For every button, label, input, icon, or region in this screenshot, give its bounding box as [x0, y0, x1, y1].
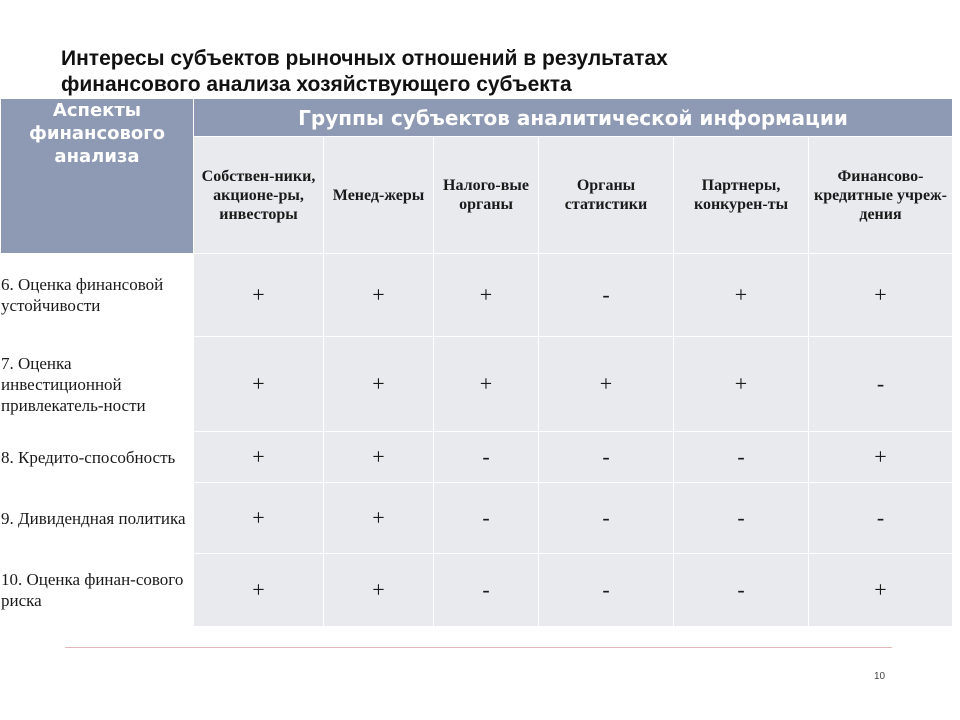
- slide-title-line-2: финансового анализа хозяйствующего субъекта: [61, 73, 572, 96]
- column-header-tax-authorities: Налого-вые органы: [434, 137, 539, 254]
- table-cell: +: [324, 432, 434, 483]
- table-cell: -: [539, 483, 674, 554]
- table-cell: +: [194, 554, 324, 627]
- table-cell: +: [324, 483, 434, 554]
- row-label: 9. Дивидендная политика: [1, 483, 194, 554]
- table-cell: -: [539, 432, 674, 483]
- row-label: 7. Оценка инвестиционной привлекатель-ности: [1, 337, 194, 432]
- row-label: 10. Оценка финан-сового риска: [1, 554, 194, 627]
- table-cell: -: [674, 554, 809, 627]
- slide-title-line-1: Интересы субъектов рыночных отношений в результатах: [61, 47, 668, 70]
- table-cell: +: [324, 254, 434, 337]
- page-number: 10: [874, 671, 886, 682]
- table-cell: +: [809, 254, 953, 337]
- table-cell: -: [434, 432, 539, 483]
- table-cell: -: [434, 554, 539, 627]
- table-row: [1, 337, 953, 432]
- table-cell: +: [324, 337, 434, 432]
- table-row: [1, 554, 953, 627]
- table-cell: +: [194, 254, 324, 337]
- table-cell: -: [674, 432, 809, 483]
- aspect-column-header: Аспекты финансового анализа: [1, 99, 194, 254]
- table-row: [1, 432, 953, 483]
- row-label: 6. Оценка финансовой устойчивости: [1, 254, 194, 337]
- table-cell: +: [674, 254, 809, 337]
- table-cell: +: [194, 432, 324, 483]
- table-cell: -: [539, 554, 674, 627]
- table-cell: +: [674, 337, 809, 432]
- column-header-credit-institutions: Финансово-кредитные учреж-дения: [809, 137, 953, 254]
- table-cell: +: [434, 254, 539, 337]
- header-row: [1, 99, 953, 137]
- row-label: 8. Кредито-способность: [1, 432, 194, 483]
- group-header: Группы субъектов аналитической информации: [194, 99, 953, 137]
- table-cell: +: [434, 337, 539, 432]
- table-cell: -: [809, 337, 953, 432]
- column-header-partners: Партнеры, конкурен-ты: [674, 137, 809, 254]
- slide-title: [61, 46, 841, 98]
- footer-divider: [65, 647, 892, 648]
- column-header-managers: Менед-жеры: [324, 137, 434, 254]
- table-cell: +: [324, 554, 434, 627]
- table-cell: +: [809, 554, 953, 627]
- table-cell: +: [194, 483, 324, 554]
- table-row: [1, 483, 953, 554]
- table-cell: -: [539, 254, 674, 337]
- table-row: [1, 254, 953, 337]
- table-cell: +: [809, 432, 953, 483]
- column-header-owners: Собствен-ники, акционе-ры, инвесторы: [194, 137, 324, 254]
- table-cell: +: [194, 337, 324, 432]
- table-cell: -: [434, 483, 539, 554]
- table-cell: +: [539, 337, 674, 432]
- interest-matrix-table: [0, 98, 953, 627]
- column-header-statistics-bodies: Органы статистики: [539, 137, 674, 254]
- table-cell: -: [809, 483, 953, 554]
- table-cell: -: [674, 483, 809, 554]
